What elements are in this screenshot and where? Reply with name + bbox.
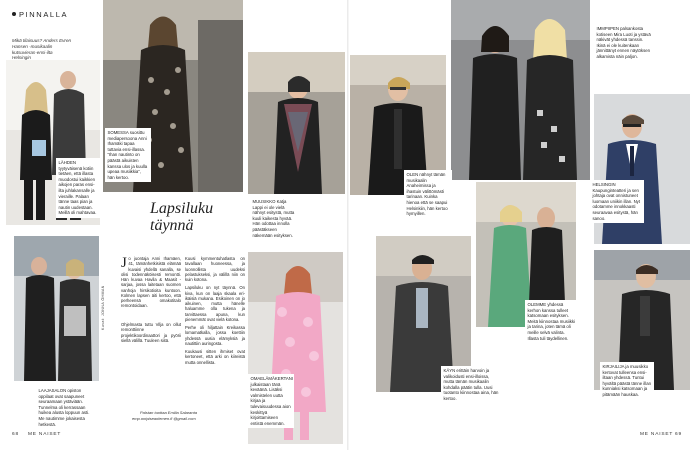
article-column-2 xyxy=(185,256,245,365)
caption-olen: OLEN nähnyt tämän musikaalin Anaheimissa ja ihastuin välittömästi tarinaan. Kuinka hienoa että se saapui Helsinkiin, hän kertoo hymyillen. xyxy=(404,170,452,219)
caption-helsingin: HELSINGIN Kaupunginteatteri ja sen johtaja ovat onnistuneet luomaan uniikin illan. Nyt odotamme innokkaasti seuraavaa esitystä, hän sanoo. xyxy=(590,180,644,223)
caption-muusikko: MUUSIKKO Katja Lappi ei ole vielä nähnyt esitystä, mutta kuuli kaikesta hyvää. Hän odottaa innolla päästäkseen näkemään esityksen. xyxy=(250,197,298,240)
folio-left-page-number: 68 xyxy=(12,432,19,437)
photo-two-women xyxy=(451,0,590,180)
article-column-1 xyxy=(121,256,181,309)
folio-right-magazine: ME NAISET xyxy=(640,432,674,437)
caption-immpiipen: IMMPIIPEN palsankosta kotiseen Mira Luoti ja ystävä näkivät yhdessä tanssin. Ikinä ei ole kuitenkaan jännittänyt ennen näytöksen alkamista näin paljon. xyxy=(594,24,654,62)
caption-laajasalon: LAAJASALON opiston oppilaat ovat saapuneet seuraamaan ystäviään. Tunnelma oli kerrassaan huikea alusta loppuun asti. Me nautimme jokaisesta hetkestä. xyxy=(36,386,94,429)
spread-gutter xyxy=(347,0,349,450)
article-credit-1: Palstan tuottaa Emilia Salaranta xyxy=(140,410,197,415)
article-credit-2: emp.ontpiseaolemen.fi @gmail.com xyxy=(132,416,196,421)
photo-two-men xyxy=(14,236,99,381)
article-dropcap: J xyxy=(121,255,127,271)
article-closing: Kuukausi sitten ihmiset ovat kertoneet, että arki on kiireistä mutta onnellista. xyxy=(185,349,245,365)
article-paragraph-3: Kuusi kymmentuhatlasta on tavallaan huoneessa, ja luonnollista uudeksi pelastukseksi, ja välillä niin on kuin kotona. xyxy=(185,256,245,282)
photo-credit: Kuvat: JONNA ÖHMAN xyxy=(101,285,105,330)
photo-woman-scarf xyxy=(248,52,345,194)
caption-kirjailija: KIRJAILIJA ja muusikko kertovat tulleensa ensi-iltaan yhdessä. Tuntui hyvältä päästä tänne illan kunniaksi katsomaan ja pitämään hauskaa. xyxy=(600,362,654,400)
article-paragraph-4: Lapsiluku on nyt täynnä. On kiva, kun on laaja skaala eri-ikäisiä mukana. Esikoinen on jo aikuinen, mutta hänelle haluamme olla tukena ja tarvittaessa apuna, kun pienemmät ovat vielä kotona. xyxy=(185,285,245,322)
caption-olemme: OLEMME yhdessä kerhon kanssa tulleet katsomaan esityksen. Meitä kiinnostaa musiikki ja tarina, joten tämä oli meille selvä valinta. Illasta tuli täydellinen. xyxy=(525,300,579,343)
article-paragraph-2: Ohjelmasta tuttu Vilja on ollut remonttiinne projektikoordinaattori ja pyörii siellä välillä. Tuuleen siitä. xyxy=(121,322,181,343)
caption-somessa: SOMESSA suosittu mediapersoona Anni Ihamäki tapaa tuttavia ensi-illassa. ”Ihan nautinto on päästä aikuisten kanssa ulos ja kuulla upeaa musiikkia”, hän kertoo. xyxy=(105,128,151,182)
caption-kayn: KÄYN erittäin harvoin ja valikoidusti ensi-illoissa, mutta tämän musikaalin kohdalla päätin tulla. Uusi tuotanto kiinnostaa aina, hän kertoo. xyxy=(441,366,501,404)
folio-right-page-number: 69 xyxy=(675,432,682,437)
caption-omaelamakerta: OMAELÄMÄKERTANI julkaistaan tänä keväänä. Lisäksi valmistelen uutta kirjaa ja tulevaisuudessa aion keskittyä kirjoittamiseen entistä enemmän. xyxy=(248,374,294,428)
intro-text: Mikä tilaisuus? Anders Evren Hansen -musikaalin kutsuvieras-ensi-ilta Helsingin xyxy=(12,38,72,61)
article-headline: Lapsiluku täynnä xyxy=(150,200,214,234)
article-column-1b xyxy=(121,322,181,343)
article-paragraph-5: Perhe oli hiljattain Kreikassa lomamatkalla, jossa koettiin yhdessä uusia elämyksiä ja nautittiin auringosta. xyxy=(185,325,245,346)
folio-left-magazine: ME NAISET xyxy=(28,432,62,437)
article-paragraph-1: o juontaja Anni Ihamäen, 41, tämänhetkisistä elämää kuvaisi yhdellä sanalla, se olisi todennäköisesti remontti. Hän kuvaa Havila & Maasit -sarjaa, jossa laitetaan suomen vanhoja hirsikotioita kuntoon. Kolmen lapsen äiti kertoo, että perheensä omakotitalo remontoidaan. xyxy=(121,256,181,309)
caption-lahden: LÄHDEN tyytyväisenä kotiin tietäen, että illasta muodostui kaikkien aikojen paras ensi-ilta juhlakansalle ja vieraille. Palaan tänne taas pian ja nautin uudestaan. Meillä oli mahtavaa. xyxy=(56,158,102,218)
section-label: PINNALLA xyxy=(12,10,68,19)
